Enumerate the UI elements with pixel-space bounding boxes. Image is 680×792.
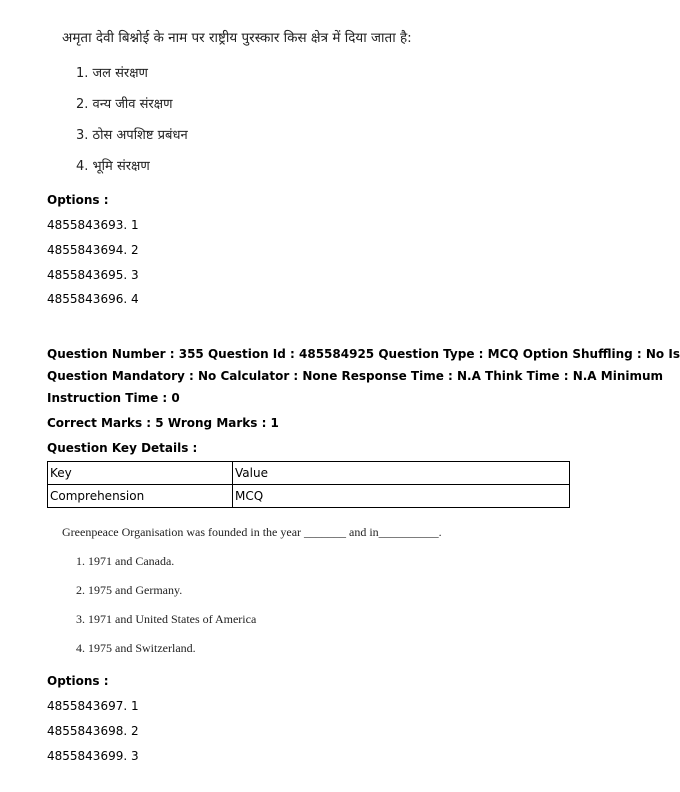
table-header-key: Key bbox=[48, 462, 233, 485]
option-id-6: 4855843698. 2 bbox=[47, 724, 139, 738]
marks-line: Correct Marks : 5 Wrong Marks : 1 bbox=[47, 416, 279, 430]
choice-2: 2. वन्य जीव संरक्षण bbox=[76, 97, 173, 112]
table-header-row bbox=[48, 462, 570, 485]
choice-3-en: 3. 1971 and United States of America bbox=[76, 612, 257, 626]
choice-4: 4. भूमि संरक्षण bbox=[76, 159, 150, 174]
choice-1-en: 1. 1971 and Canada. bbox=[76, 554, 175, 568]
option-id-1: 4855843693. 1 bbox=[47, 218, 139, 232]
table-header-value: Value bbox=[233, 462, 570, 485]
option-id-4: 4855843696. 4 bbox=[47, 292, 139, 306]
table-cell-key: Comprehension bbox=[48, 485, 233, 508]
choice-3: 3. ठोस अपशिष्ट प्रबंधन bbox=[76, 128, 188, 143]
question-meta-line-1: Question Number : 355 Question Id : 485584925 Question Type : MCQ Option Shuffling : No Is bbox=[47, 347, 680, 361]
table-cell-value: MCQ bbox=[233, 485, 570, 508]
choice-4-en: 4. 1975 and Switzerland. bbox=[76, 641, 196, 655]
question-text-hindi: अमृता देवी बिश्नोई के नाम पर राष्ट्रीय पुरस्कार किस क्षेत्र में दिया जाता है: bbox=[62, 30, 412, 46]
option-id-7: 4855843699. 3 bbox=[47, 749, 139, 763]
option-id-3: 4855843695. 3 bbox=[47, 268, 139, 282]
option-id-5: 4855843697. 1 bbox=[47, 699, 139, 713]
key-details-label: Question Key Details : bbox=[47, 441, 198, 455]
choice-1: 1. जल संरक्षण bbox=[76, 66, 148, 81]
options-label: Options : bbox=[47, 193, 109, 207]
table-row bbox=[48, 485, 570, 508]
option-id-2: 4855843694. 2 bbox=[47, 243, 139, 257]
options-label-2: Options : bbox=[47, 674, 109, 688]
question-meta-line-3: Instruction Time : 0 bbox=[47, 391, 180, 405]
question-meta-line-2: Question Mandatory : No Calculator : None Response Time : N.A Think Time : N.A Minimum bbox=[47, 369, 664, 383]
question-text-english: Greenpeace Organisation was founded in the year _______ and in__________. bbox=[62, 525, 442, 539]
key-details-table bbox=[47, 461, 570, 508]
choice-2-en: 2. 1975 and Germany. bbox=[76, 583, 183, 597]
